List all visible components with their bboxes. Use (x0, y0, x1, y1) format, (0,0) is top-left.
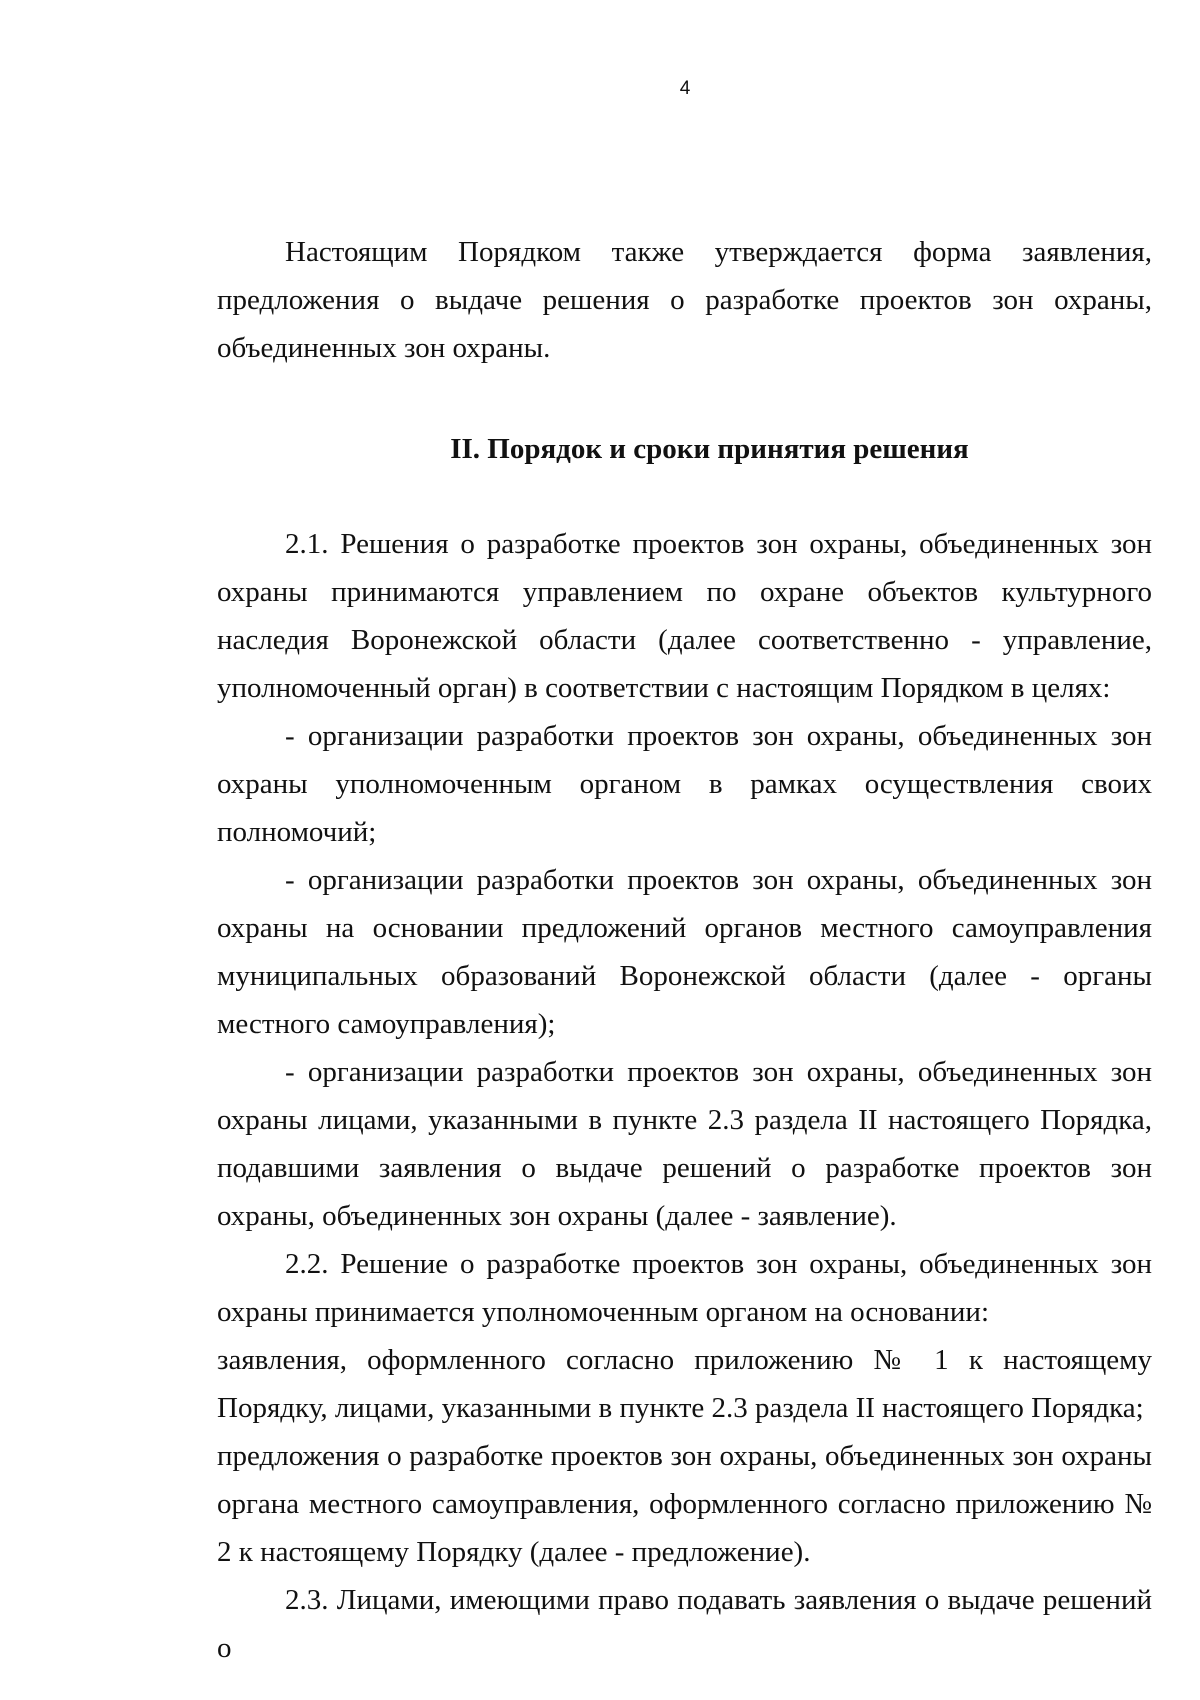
intro-block (217, 228, 1152, 372)
paragraph-2-2-proposal: предложения о разработке проектов зон охраны, объединенных зон охраны органа местного самоуправления, оформленного согласно приложению № 2 к настоящему Порядку (далее - предложение). (217, 1440, 1152, 1568)
paragraph-2-2: 2.2. Решение о разработке проектов зон охраны, объединенных зон охраны принимается уполномоченным органом на основании: (217, 1248, 1152, 1328)
paragraph-2-2-application: заявления, оформленного согласно приложению № 1 к настоящему Порядку, лицами, указанными в пункте 2.3 раздела II настоящего Порядка; (217, 1344, 1152, 1424)
list-item-2: - организации разработки проектов зон охраны, объединенных зон охраны на основании предложений органов местного самоуправления муниципальных образований Воронежской области (далее - органы местного самоуправления); (217, 864, 1152, 1040)
page-number: 4 (679, 78, 691, 99)
main-text-block (217, 520, 1152, 1672)
paragraph-2-3: 2.3. Лицами, имеющими право подавать заявления о выдаче решений о (217, 1584, 1152, 1664)
list-item-1: - организации разработки проектов зон охраны, объединенных зон охраны уполномоченным органом в рамках осуществления своих полномочий; (217, 720, 1152, 848)
section-heading: II. Порядок и сроки принятия решения (450, 433, 969, 465)
paragraph-2-1: 2.1. Решения о разработке проектов зон охраны, объединенных зон охраны принимаются управлением по охране объектов культурного наследия Воронежской области (далее соответственно - управление, уполномоченный орган) в соответствии с настоящим Порядком в целях: (217, 528, 1152, 704)
list-item-3: - организации разработки проектов зон охраны, объединенных зон охраны лицами, указанными в пункте 2.3 раздела II настоящего Порядка, подавшими заявления о выдаче решений о разработке проектов зон охраны, объединенных зон охраны (далее - заявление). (217, 1056, 1152, 1232)
intro-paragraph: Настоящим Порядком также утверждается форма заявления, предложения о выдаче решения о разработке проектов зон охраны, объединенных зон охраны. (217, 236, 1152, 364)
